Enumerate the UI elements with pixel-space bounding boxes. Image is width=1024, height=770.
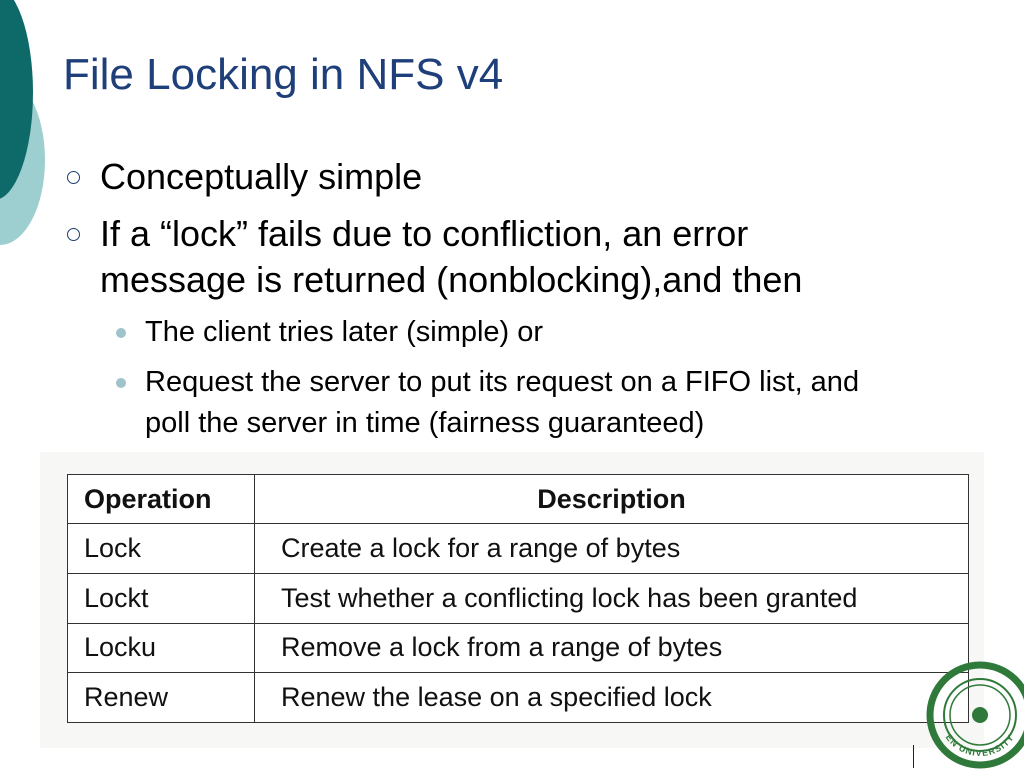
sub-bullet-text: poll the server in time (fairness guaranteed) xyxy=(145,407,705,439)
table-header-row xyxy=(68,475,969,524)
table-row xyxy=(68,623,969,673)
university-seal-logo xyxy=(925,660,1024,770)
column-header-operation: Operation xyxy=(68,475,255,524)
description-cell: Renew the lease on a specified lock xyxy=(255,673,969,723)
operation-cell: Locku xyxy=(68,623,255,673)
description-cell: Test whether a conflicting lock has been granted xyxy=(255,573,969,623)
table-row xyxy=(68,524,969,574)
sub-bullet-item xyxy=(0,312,543,353)
hollow-circle-bullet-icon xyxy=(67,171,80,184)
bullet-text: If a “lock” fails due to confliction, an error xyxy=(100,213,749,254)
filled-dot-bullet-icon xyxy=(116,328,126,338)
bullet-text: message is returned (nonblocking),and then xyxy=(100,259,803,300)
slide-title: File Locking in NFS v4 xyxy=(63,50,504,99)
description-cell: Remove a lock from a range of bytes xyxy=(255,623,969,673)
description-cell: Create a lock for a range of bytes xyxy=(255,524,969,574)
divider-line xyxy=(913,745,914,768)
bullet-item xyxy=(0,211,802,303)
operation-cell: Renew xyxy=(68,673,255,723)
sub-bullet-text: Request the server to put its request on a FIFO list, and xyxy=(145,366,860,398)
operation-cell: Lockt xyxy=(68,573,255,623)
svg-text:EN UNIVERSITY: EN UNIVERSITY xyxy=(943,732,1017,759)
column-header-description: Description xyxy=(255,475,969,524)
table-row xyxy=(68,673,969,723)
sub-bullet-item xyxy=(0,362,859,444)
operation-cell: Lock xyxy=(68,524,255,574)
bullet-item xyxy=(0,154,422,200)
sub-bullet-text: The client tries later (simple) or xyxy=(145,316,544,348)
hollow-circle-bullet-icon xyxy=(67,228,80,241)
bullet-text: Conceptually simple xyxy=(100,156,423,197)
operations-table xyxy=(67,474,969,723)
table-row xyxy=(68,573,969,623)
filled-dot-bullet-icon xyxy=(116,378,126,388)
operations-table-panel xyxy=(40,452,984,748)
